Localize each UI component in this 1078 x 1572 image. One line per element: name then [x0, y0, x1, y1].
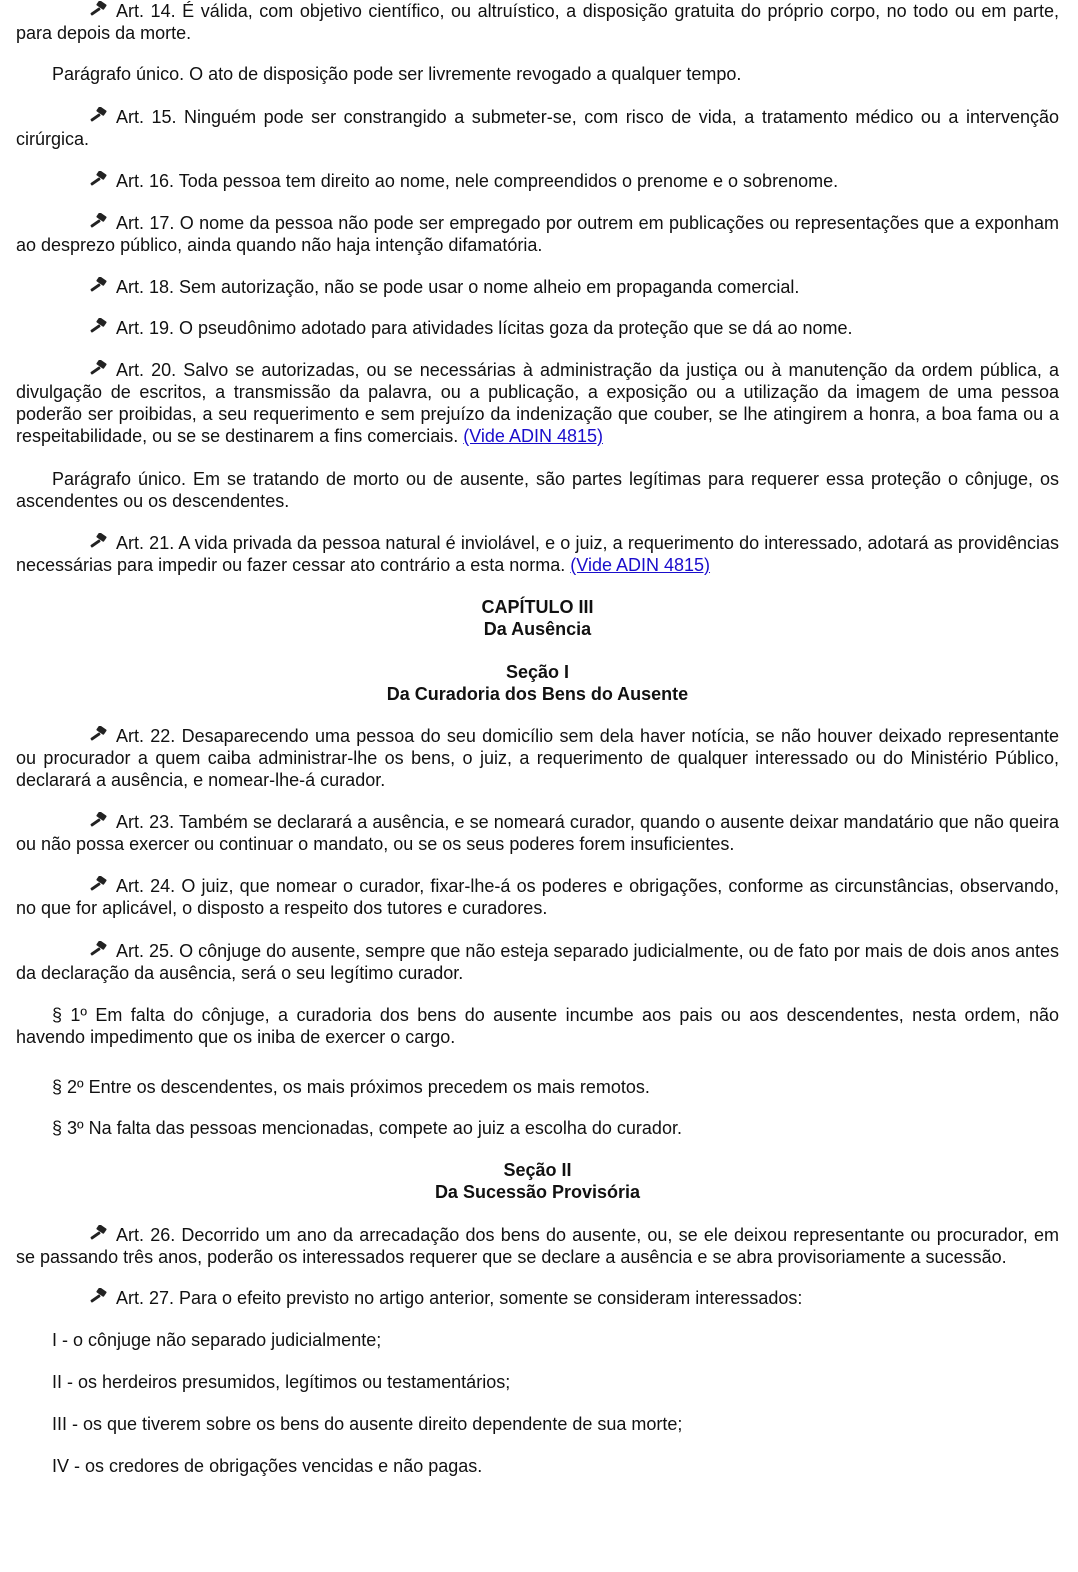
- article-20: [16, 359, 1059, 447]
- vide-adin-link[interactable]: (Vide ADIN 4815): [570, 555, 711, 575]
- gavel-icon[interactable]: [88, 533, 110, 551]
- paragraph-3-art-25: [16, 1117, 1059, 1139]
- chapter-title: Da Ausência: [483, 619, 592, 639]
- section-number: Seção II: [503, 1160, 572, 1180]
- inciso-ii: [16, 1371, 1059, 1393]
- gavel-icon[interactable]: [88, 941, 110, 959]
- vide-adin-link[interactable]: (Vide ADIN 4815): [463, 426, 603, 446]
- section-title: Da Sucessão Provisória: [434, 1182, 641, 1202]
- gavel-icon[interactable]: [88, 1225, 110, 1243]
- article-17: [16, 212, 1059, 256]
- chapter-heading: [16, 596, 1059, 640]
- article-14: [16, 0, 1059, 44]
- paragraph-1-art-25: [16, 1004, 1059, 1048]
- paragraph-text: § 2º Entre os descendentes, os mais próximos precedem os mais remotos.: [52, 1077, 650, 1097]
- paragraph-text: § 3º Na falta das pessoas mencionadas, compete ao juiz a escolha do curador.: [52, 1118, 682, 1138]
- article-text: Art. 22. Desaparecendo uma pessoa do seu domicílio sem dela haver notícia, se não houver deixado representante ou procurador a quem caiba administrar-lhe os bens, o juiz, a requerimento de qualquer interessado ou do Ministério Público, declarará a ausência, e nomear-lhe-á curador.: [16, 726, 1059, 790]
- inciso-text: II - os herdeiros presumidos, legítimos ou testamentários;: [52, 1372, 511, 1392]
- inciso-iv: [16, 1455, 1059, 1477]
- article-text: Art. 27. Para o efeito previsto no artigo anterior, somente se consideram interessados:: [116, 1288, 803, 1308]
- article-27: [16, 1287, 1059, 1309]
- gavel-icon[interactable]: [88, 726, 110, 744]
- article-22: [16, 725, 1059, 791]
- article-26: [16, 1224, 1059, 1268]
- inciso-iii: [16, 1413, 1059, 1435]
- gavel-icon[interactable]: [88, 277, 110, 295]
- article-21: [16, 532, 1059, 576]
- section-number: Seção I: [505, 662, 570, 682]
- article-text: Art. 23. Também se declarará a ausência, e se nomeará curador, quando o ausente deixar mandatário que não queira ou não possa exercer ou continuar o mandato, ou se os seus poderes forem insuficientes.: [16, 812, 1059, 854]
- article-text: Art. 18. Sem autorização, não se pode usar o nome alheio em propaganda comercial.: [116, 277, 800, 297]
- article-text: Art. 17. O nome da pessoa não pode ser empregado por outrem em publicações ou representações que a exponham ao desprezo público, ainda quando não haja intenção difamatória.: [16, 213, 1059, 255]
- inciso-text: IV - os credores de obrigações vencidas e não pagas.: [52, 1456, 483, 1476]
- gavel-icon[interactable]: [88, 171, 110, 189]
- section-title: Da Curadoria dos Bens do Ausente: [386, 684, 689, 704]
- gavel-icon[interactable]: [88, 876, 110, 894]
- article-23: [16, 811, 1059, 855]
- gavel-icon[interactable]: [88, 360, 110, 378]
- article-text: Art. 20. Salvo se autorizadas, ou se necessárias à administração da justiça ou à manutenção da ordem pública, a divulgação de escritos, a transmissão da palavra, ou a publicação, a exposição ou a utilização da imagem de uma pessoa poderão ser proibidas, a seu requerimento e sem prejuízo da indenização que couber, se lhe atingirem a honra, a boa fama ou a respeitabilidade, ou se se destinarem a fins comerciais.: [16, 360, 1059, 446]
- article-24: [16, 875, 1059, 919]
- article-text: Art. 25. O cônjuge do ausente, sempre que não esteja separado judicialmente, ou de fato por mais de dois anos antes da declaração da ausência, será o seu legítimo curador.: [16, 941, 1059, 983]
- article-15: [16, 106, 1059, 150]
- article-text: Art. 15. Ninguém pode ser constrangido a submeter-se, com risco de vida, a tratamento médico ou a intervenção cirúrgica.: [16, 107, 1059, 149]
- article-text: Art. 14. É válida, com objetivo científico, ou altruístico, a disposição gratuita do próprio corpo, no todo ou em parte, para depois da morte.: [16, 1, 1059, 43]
- article-text: Art. 26. Decorrido um ano da arrecadação dos bens do ausente, ou, se ele deixou representante ou procurador, em se passando três anos, poderão os interessados requerer que se declare a ausência e se abra provisoriamente a sucessão.: [16, 1225, 1059, 1267]
- paragraph-2-art-25: [16, 1076, 1059, 1098]
- article-text: Art. 16. Toda pessoa tem direito ao nome, nele compreendidos o prenome e o sobrenome.: [116, 171, 839, 191]
- article-19: [16, 317, 1059, 339]
- gavel-icon[interactable]: [88, 213, 110, 231]
- article-text: Art. 19. O pseudônimo adotado para atividades lícitas goza da proteção que se dá ao nome.: [116, 318, 853, 338]
- paragraph-unico-20: [16, 468, 1059, 512]
- inciso-text: III - os que tiverem sobre os bens do ausente direito dependente de sua morte;: [52, 1414, 683, 1434]
- gavel-icon[interactable]: [88, 812, 110, 830]
- paragraph-text: Parágrafo único. O ato de disposição pode ser livremente revogado a qualquer tempo.: [52, 64, 742, 84]
- article-18: [16, 276, 1059, 298]
- article-text: Art. 24. O juiz, que nomear o curador, fixar-lhe-á os poderes e obrigações, conforme as circunstâncias, observando, no que for aplicável, o disposto a respeito dos tutores e curadores.: [16, 876, 1059, 918]
- article-25: [16, 940, 1059, 984]
- inciso-text: I - o cônjuge não separado judicialmente;: [52, 1330, 382, 1350]
- section-heading: [16, 661, 1059, 705]
- inciso-i: [16, 1329, 1059, 1351]
- section-heading: [16, 1159, 1059, 1203]
- chapter-number: CAPÍTULO III: [481, 597, 594, 617]
- paragraph-text: Parágrafo único. Em se tratando de morto ou de ausente, são partes legítimas para requerer essa proteção o cônjuge, os ascendentes ou os descendentes.: [16, 469, 1059, 511]
- paragraph-text: § 1º Em falta do cônjuge, a curadoria dos bens do ausente incumbe aos pais ou aos descendentes, nesta ordem, não havendo impedimento que os iniba de exercer o cargo.: [16, 1005, 1059, 1047]
- paragraph-unico-14: [16, 63, 1059, 85]
- article-text: Art. 21. A vida privada da pessoa natural é inviolável, e o juiz, a requerimento do interessado, adotará as providências necessárias para impedir ou fazer cessar ato contrário a esta norma.: [16, 533, 1059, 575]
- gavel-icon[interactable]: [88, 1, 110, 19]
- gavel-icon[interactable]: [88, 107, 110, 125]
- gavel-icon[interactable]: [88, 1288, 110, 1306]
- article-16: [16, 170, 1059, 192]
- gavel-icon[interactable]: [88, 318, 110, 336]
